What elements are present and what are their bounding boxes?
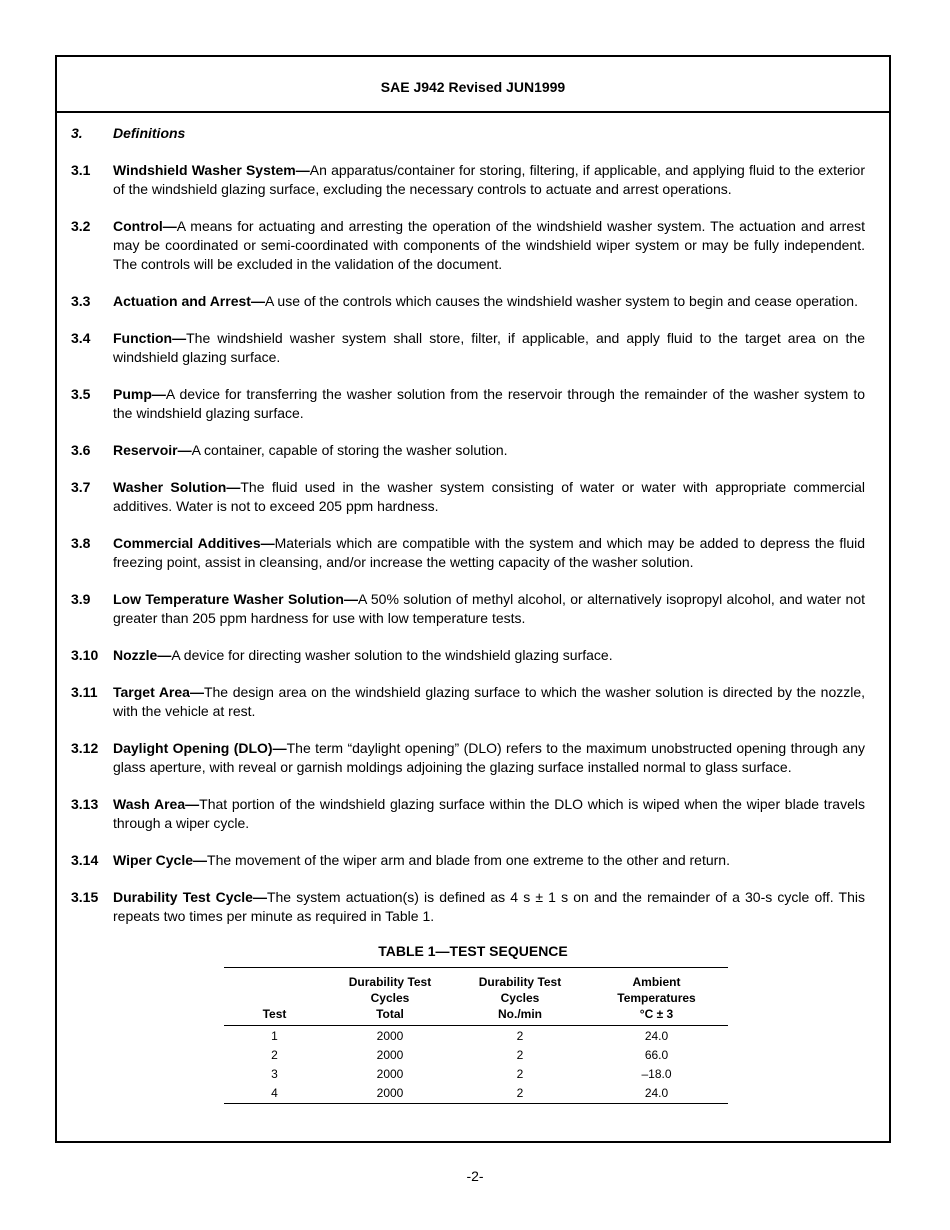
definition-number: 3.12 bbox=[71, 740, 99, 756]
table-header bbox=[224, 968, 728, 1026]
column-header-line: Test bbox=[262, 1007, 287, 1021]
table-row bbox=[224, 1084, 728, 1104]
definition-term: Nozzle— bbox=[113, 647, 172, 663]
table-cell: 24.0 bbox=[585, 1084, 728, 1104]
definition-body bbox=[113, 683, 865, 721]
table-title: TABLE 1—TEST SEQUENCE bbox=[378, 943, 568, 959]
table-cell: 2 bbox=[455, 1084, 585, 1104]
definition-body bbox=[113, 161, 865, 199]
definition-term: Target Area— bbox=[113, 684, 204, 700]
definition-term: Washer Solution— bbox=[113, 479, 241, 495]
table-cell: 66.0 bbox=[644, 1048, 669, 1062]
definition-body bbox=[113, 739, 865, 777]
definition-item bbox=[71, 478, 865, 516]
definition-text: A means for actuating and arresting the operation of the windshield washer system. The actuation and arrest may be coordinated or semi-coordinated with components of the windshield wiper system or may be fully independent. The controls will be excluded in the validation of the document. bbox=[113, 218, 865, 272]
definition-body bbox=[113, 478, 865, 516]
definition-body bbox=[113, 534, 865, 572]
definition-body bbox=[113, 385, 865, 423]
table-cell: 2 bbox=[516, 1048, 524, 1062]
definition-text: A device for directing washer solution to the windshield glazing surface. bbox=[171, 647, 613, 663]
definition-number: 3.11 bbox=[71, 684, 98, 700]
definitions-list bbox=[71, 161, 865, 926]
definition-body bbox=[113, 217, 865, 274]
definition-item bbox=[71, 161, 865, 199]
definition-term: Durability Test Cycle— bbox=[113, 889, 267, 905]
definition-number: 3.7 bbox=[71, 479, 91, 495]
definition-item bbox=[71, 329, 865, 367]
test-sequence-table bbox=[224, 967, 728, 1104]
column-header-line: Total bbox=[376, 1007, 404, 1021]
definition-body bbox=[113, 888, 865, 926]
definition-text: The fluid used in the washer system consisting of water or water with appropriate commercial additives. Water is not to exceed 205 ppm hardness. bbox=[113, 479, 865, 514]
column-header-line: Cycles bbox=[370, 991, 410, 1005]
definition-number: 3.10 bbox=[71, 647, 99, 663]
table-cell: 4 bbox=[224, 1084, 325, 1104]
definition-term: Daylight Opening (DLO)— bbox=[113, 740, 287, 756]
definition-number: 3.2 bbox=[71, 218, 91, 234]
column-header-line: °C ± 3 bbox=[639, 1007, 674, 1021]
table-header-row bbox=[224, 968, 728, 1026]
definition-term: Reservoir— bbox=[113, 442, 192, 458]
column-header-line: Cycles bbox=[500, 991, 540, 1005]
definition-number: 3.13 bbox=[71, 796, 99, 812]
definition-number: 3.15 bbox=[71, 889, 99, 905]
table-cell: –18.0 bbox=[641, 1067, 672, 1081]
definition-text: That portion of the windshield glazing surface within the DLO which is wiped when the wiper blade travels through a wiper cycle. bbox=[113, 796, 865, 831]
table-cell: 2 bbox=[271, 1048, 278, 1062]
definition-term: Low Temperature Washer Solution— bbox=[113, 591, 358, 607]
definition-body bbox=[113, 795, 865, 833]
definition-body bbox=[113, 851, 865, 870]
definition-text: A use of the controls which causes the windshield washer system to begin and cease operation. bbox=[264, 293, 858, 309]
definition-term: Pump— bbox=[113, 386, 166, 402]
document-title: SAE J942 Revised JUN1999 bbox=[380, 79, 566, 95]
section-number: 3. bbox=[71, 125, 83, 141]
table-cell: 1 bbox=[271, 1029, 278, 1043]
definition-text: An apparatus/container for storing, filtering, if applicable, and applying fluid to the exterior of the windshield glazing surface, excluding the necessary controls to actuate and arrest operations. bbox=[113, 162, 865, 197]
column-header bbox=[455, 968, 585, 1026]
definition-number: 3.6 bbox=[71, 442, 91, 458]
definition-term: Control— bbox=[113, 218, 177, 234]
definition-item bbox=[71, 534, 865, 572]
definition-text: The movement of the wiper arm and blade from one extreme to the other and return. bbox=[207, 852, 730, 868]
table-cell: 24.0 bbox=[644, 1029, 669, 1043]
definition-text: The system actuation(s) is defined as 4 s ± 1 s on and the remainder of a 30-s cycle off. This repeats two times per minute as required in Table 1. bbox=[113, 889, 865, 924]
definition-term: Actuation and Arrest— bbox=[113, 293, 265, 309]
page-number: -2- bbox=[466, 1168, 484, 1184]
definition-term: Wash Area— bbox=[113, 796, 200, 812]
column-header bbox=[325, 968, 455, 1026]
definition-item bbox=[71, 851, 865, 870]
definition-text: A container, capable of storing the washer solution. bbox=[191, 442, 508, 458]
definition-body bbox=[113, 329, 865, 367]
table-row bbox=[224, 1026, 728, 1047]
section-heading bbox=[71, 123, 865, 143]
definition-body bbox=[113, 292, 865, 311]
definition-body bbox=[113, 590, 865, 628]
section-title: Definitions bbox=[113, 125, 186, 141]
definition-number: 3.4 bbox=[71, 330, 91, 346]
definition-number: 3.9 bbox=[71, 591, 91, 607]
definition-term: Wiper Cycle— bbox=[113, 852, 208, 868]
definition-number: 3.1 bbox=[71, 162, 91, 178]
table-cell: 2 bbox=[516, 1029, 524, 1043]
definition-number: 3.3 bbox=[71, 293, 91, 309]
column-header-line: Temperatures bbox=[617, 991, 696, 1005]
definition-item bbox=[71, 590, 865, 628]
definition-term: Function— bbox=[113, 330, 187, 346]
definition-text: Materials which are compatible with the system and which may be added to depress the fluid freezing point, assist in cleansing, and/or increase the wetting capacity of the washer solution. bbox=[113, 535, 866, 570]
table-cell: 2000 bbox=[325, 1084, 455, 1104]
definition-item bbox=[71, 217, 865, 274]
definition-item bbox=[71, 441, 865, 460]
table-cell: 2 bbox=[516, 1067, 524, 1081]
definition-item bbox=[71, 292, 865, 311]
definition-text: A 50% solution of methyl alcohol, or alternatively isopropyl alcohol, and water not greater than 205 ppm hardness for use with low temperature tests. bbox=[113, 591, 866, 626]
column-header-line: No./min bbox=[498, 1007, 542, 1021]
definition-item bbox=[71, 795, 865, 833]
definition-number: 3.14 bbox=[71, 852, 99, 868]
definition-text: The windshield washer system shall store, filter, if applicable, and apply fluid to the target area on the windshield glazing surface. bbox=[113, 330, 865, 365]
table-cell: 2000 bbox=[376, 1067, 404, 1081]
column-header bbox=[585, 968, 728, 1026]
column-header bbox=[224, 968, 325, 1026]
definition-number: 3.8 bbox=[71, 535, 91, 551]
table-row bbox=[224, 1065, 728, 1084]
document-frame bbox=[55, 55, 891, 1143]
definition-term: Commercial Additives— bbox=[113, 535, 275, 551]
table-cell: 3 bbox=[271, 1067, 278, 1081]
definition-term: Windshield Washer System— bbox=[113, 162, 310, 178]
definition-item bbox=[71, 683, 865, 721]
definition-body bbox=[113, 646, 865, 665]
column-header-line: Durability Test bbox=[348, 975, 432, 989]
table-cell: 2000 bbox=[376, 1048, 404, 1062]
table-cell: 2000 bbox=[376, 1029, 404, 1043]
definition-text: The design area on the windshield glazing surface to which the washer solution is directed by the nozzle, with the vehicle at rest. bbox=[113, 684, 866, 719]
definition-item bbox=[71, 739, 865, 777]
definition-item bbox=[71, 385, 865, 423]
definition-body bbox=[113, 441, 865, 460]
table-body bbox=[224, 1026, 728, 1104]
column-header-line: Durability Test bbox=[478, 975, 562, 989]
document-body bbox=[57, 113, 889, 1104]
definition-item bbox=[71, 646, 865, 665]
definition-item bbox=[71, 888, 865, 926]
definition-text: The term “daylight opening” (DLO) refers to the maximum unobstructed opening through any glass aperture, with reveal or garnish moldings adjoining the glazing surface installed normal to glass surface. bbox=[113, 740, 865, 775]
document-header bbox=[57, 57, 889, 113]
column-header-line: Ambient bbox=[632, 975, 681, 989]
definition-number: 3.5 bbox=[71, 386, 91, 402]
definition-text: A device for transferring the washer solution from the reservoir through the remainder of the washer system to the windshield glazing surface. bbox=[113, 386, 865, 421]
table-row bbox=[224, 1046, 728, 1065]
